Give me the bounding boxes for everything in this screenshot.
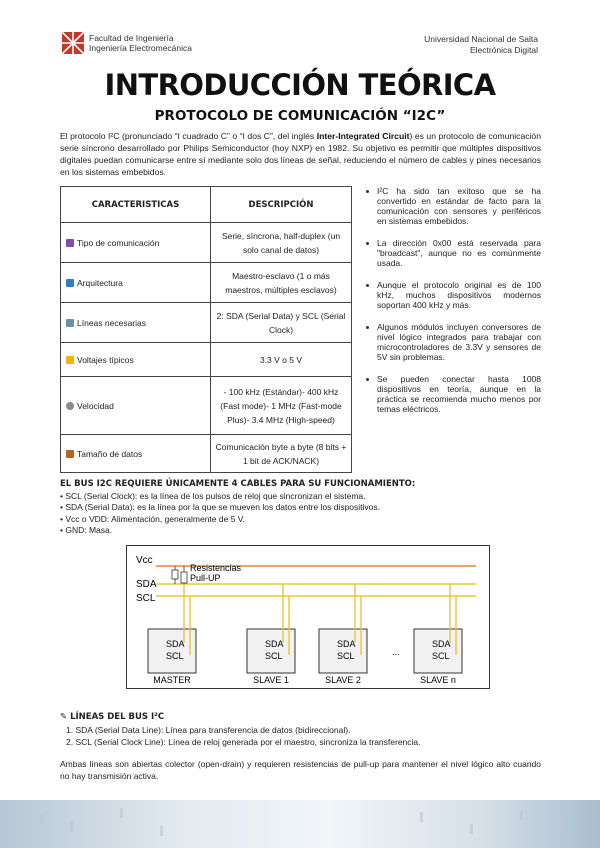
table-row bbox=[61, 223, 352, 263]
intro-term: Inter-Integrated Circuit bbox=[316, 131, 410, 141]
row-value: Comunicación byte a byte (8 bits + 1 bit de ACK/NACK) bbox=[211, 435, 352, 473]
list-item: Algunos módulos incluyen conversores de nivel lógico integrados para trabajar con microcontroladores de 3.3V y sensores de 5V sin problemas. bbox=[366, 322, 541, 362]
list-item: La dirección 0x00 está reservada para "broadcast", aunque no es comúnmente usada. bbox=[366, 238, 541, 268]
row-label: Velocidad bbox=[77, 400, 114, 411]
pin-sda-label: SDA bbox=[265, 639, 284, 649]
bus-list bbox=[60, 491, 380, 536]
device-label: SLAVE 2 bbox=[325, 675, 361, 685]
resistor-label-2: Pull-UP bbox=[190, 573, 221, 583]
lines-heading-text: LÍNEAS DEL BUS I²C bbox=[70, 712, 165, 722]
row-value: Serie, síncrona, half-duplex (un solo canal de datos) bbox=[211, 223, 352, 263]
university-logo-icon bbox=[62, 32, 84, 54]
resistor-icon bbox=[172, 570, 178, 579]
sda-label: SDA bbox=[136, 579, 157, 590]
device-label: SLAVE 1 bbox=[253, 675, 289, 685]
loop-icon bbox=[66, 279, 74, 287]
gear-icon bbox=[66, 402, 74, 410]
university-name: Universidad Nacional de Salta bbox=[424, 34, 538, 44]
pin-sda-label: SDA bbox=[166, 639, 185, 649]
intro-paragraph bbox=[60, 130, 541, 178]
row-value: 2: SDA (Serial Data) y SCL (Serial Clock) bbox=[211, 303, 352, 343]
row-label: Voltajes típicos bbox=[77, 354, 134, 365]
page-title: INTRODUCCIÓN TEÓRICA bbox=[104, 68, 496, 102]
table-row bbox=[61, 435, 352, 473]
table-row bbox=[61, 303, 352, 343]
pin-sda-label: SDA bbox=[337, 639, 356, 649]
device-label: SLAVE n bbox=[420, 675, 456, 685]
bus-heading: EL BUS I2C REQUIERE ÚNICAMENTE 4 CABLES PARA SU FUNCIONAMIENTO: bbox=[60, 479, 416, 489]
program-name: Ingeniería Electromecánica bbox=[89, 43, 193, 53]
package-icon bbox=[66, 450, 74, 458]
outro-paragraph: Ambas líneas son abiertas colector (open-drain) y requieren resistencias de pull-up para mantener el nivel lógico alto cuando no hay transmisión activa. bbox=[60, 759, 541, 781]
header-left bbox=[62, 32, 192, 54]
plug-icon bbox=[66, 319, 74, 327]
table-row bbox=[61, 263, 352, 303]
row-value: - 100 kHz (Estándar)- 400 kHz (Fast mode)- 1 MHz (Fast-mode Plus)- 3.4 MHz (High-speed) bbox=[211, 377, 352, 435]
intro-text-start: El protocolo I²C (pronunciado “I cuadrado C” o “I dos C”, del inglés bbox=[60, 131, 317, 141]
books-icon bbox=[66, 239, 74, 247]
pin-scl-label: SCL bbox=[166, 651, 184, 661]
faculty-name: Facultad de Ingeniería bbox=[89, 33, 174, 43]
list-item: • Vcc o VDD: Alimentación, generalmente de 5 V. bbox=[60, 513, 246, 524]
page-subtitle: PROTOCOLO DE COMUNICACIÓN “I2C” bbox=[154, 108, 446, 124]
list-item: • SCL (Serial Clock): es la línea de los pulsos de reloj que sincronizan el sistema. bbox=[60, 491, 366, 501]
row-value: Maestro-esclavo (1 o más maestros, múltiples esclavos) bbox=[211, 263, 352, 303]
i2c-bus-diagram bbox=[126, 545, 490, 689]
device-label: MASTER bbox=[153, 675, 191, 685]
lines-heading bbox=[60, 712, 164, 722]
pin-scl-label: SCL bbox=[265, 651, 283, 661]
resistor-icon bbox=[181, 572, 187, 583]
list-item: 1. SDA (Serial Data Line): Línea para transferencia de datos (bidireccional). bbox=[66, 725, 351, 735]
header-right bbox=[424, 34, 538, 56]
table-header-row bbox=[61, 187, 352, 223]
footer-banner bbox=[0, 800, 600, 848]
list-item: • SDA (Serial Data): es la línea por la que se mueven los datos entre los dispositivos. bbox=[60, 502, 380, 513]
pin-sda-label: SDA bbox=[432, 639, 451, 649]
department-name: Electrónica Digital bbox=[469, 45, 538, 55]
facts-list bbox=[366, 186, 541, 426]
row-label: Líneas necesarias bbox=[77, 317, 146, 328]
list-item: I²C ha sido tan exitoso que se ha convertido en estándar de facto para la comunicación con sensores y periféricos en sistemas embebidos. bbox=[366, 186, 541, 226]
row-label: Tamaño de datos bbox=[77, 448, 143, 459]
row-label: Arquitectura bbox=[77, 277, 123, 288]
resistor-label: Resistencias bbox=[190, 563, 242, 573]
lines-list bbox=[66, 724, 421, 748]
ellipsis: ... bbox=[392, 647, 400, 657]
intro-text-end: ) es un protocolo de comunicación serie síncrono desarrollado por Philips Semiconductor (hoy NXP) en 1982. Su objetivo es permitir que múltiples dispositivos digitales puedan comunicarse entre sí mediante solo dos líneas de señal, reduciendo el número de cables y pines necesarios en los sistemas embebidos. bbox=[60, 131, 541, 177]
pen-icon: ✎ bbox=[60, 712, 71, 722]
list-item: Se pueden conectar hasta 1008 dispositivos en teoría, aunque en la práctica se recomienda mucho menos por temas eléctricos. bbox=[366, 374, 541, 414]
pin-scl-label: SCL bbox=[432, 651, 450, 661]
row-label: Tipo de comunicación bbox=[77, 237, 160, 248]
features-table bbox=[60, 186, 352, 473]
scl-label: SCL bbox=[136, 593, 156, 604]
table-header-description: DESCRIPCIÓN bbox=[211, 187, 352, 223]
table-header-characteristics: CARACTERISTICAS bbox=[61, 187, 211, 223]
list-item: 2. SCL (Serial Clock Line): Línea de reloj generada por el maestro, sincroniza la transferencia. bbox=[66, 737, 421, 747]
list-item: • GND: Masa. bbox=[60, 524, 113, 535]
pin-scl-label: SCL bbox=[337, 651, 355, 661]
vcc-label: Vcc bbox=[136, 555, 153, 566]
list-item: Aunque el protocolo original es de 100 kHz, muchos dispositivos modernos soportan 400 kHz y más. bbox=[366, 280, 541, 310]
row-value: 3.3 V o 5 V bbox=[211, 343, 352, 377]
table-row bbox=[61, 343, 352, 377]
table-row bbox=[61, 377, 352, 435]
lightning-icon bbox=[66, 356, 74, 364]
